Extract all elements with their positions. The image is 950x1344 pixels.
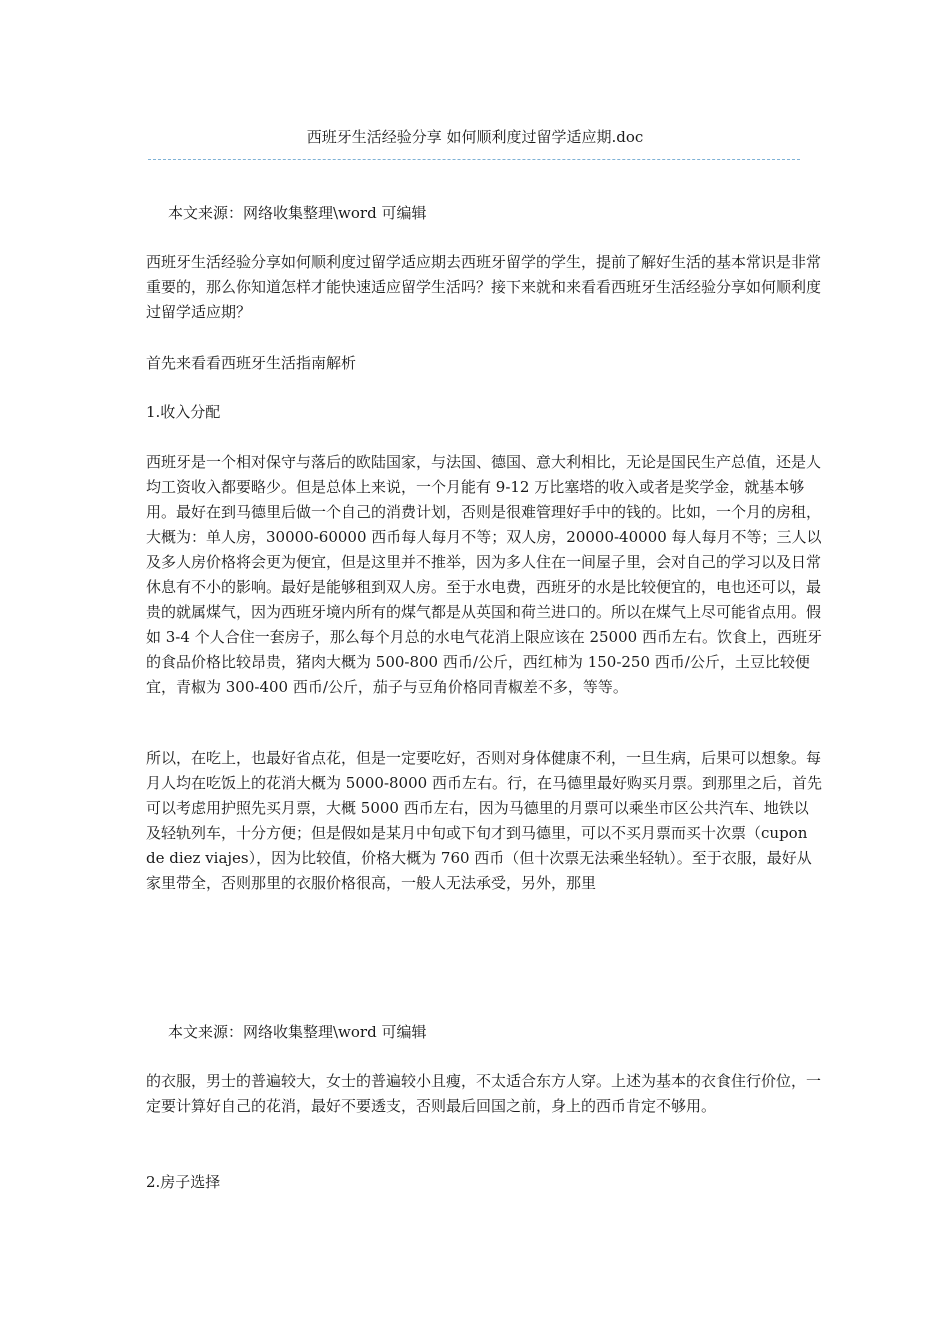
- intro-paragraph: [146, 250, 822, 325]
- clothes-paragraph: [146, 1069, 822, 1119]
- income-text: 西班牙是一个相对保守与落后的欧陆国家，与法国、德国、意大利相比，无论是国民生产总值，还是人均工资收入都要略少。但是总体上来说，一个月能有 9-12 万比塞塔的收入或者是奖学金，就基本够用。最好在到马德里后做一个自己的消费计划，否则是很难管理好手中的钱的。比如，一个月的房租，大概为：单人房，30000-60000 西币每人每月不等；双人房，20000-40000 每人每月不等；三人以及多人房价格将会更为便宜，但是这里并不推举，因为多人住在一间屋子里，会对自己的学习以及日常休息有不小的影响。最好是能够租到双人房。至于水电费，西班牙的水是比较便宜的，电也还可以，最贵的就属煤气，因为西班牙境内所有的煤气都是从英国和荷兰进口的。所以在煤气上尽可能省点用。假如 3-4 个人合住一套房子，那么每个月总的水电气花消上限应该在 25000 西币左右。饮食上，西班牙的食品价格比较昂贵，猪肉大概为 500-800 西币/公斤，西红柿为 150-250 西币/公斤，土豆比较便宜，青椒为 300-400 西币/公斤，茄子与豆角价格同青椒差不多，等等。: [146, 453, 822, 696]
- source-note-page-2: 本文来源：网络收集整理\word 可编辑: [168, 1023, 427, 1041]
- source-note: 本文来源：网络收集整理\word 可编辑: [168, 204, 427, 222]
- header-divider: [148, 159, 800, 160]
- income-paragraph: [146, 450, 822, 700]
- clothes-text: 的衣服，男士的普遍较大，女士的普遍较小且瘦，不太适合东方人穿。上述为基本的衣食住行价位，一定要计算好自己的花消，最好不要透支，否则最后回国之前，身上的西币肯定不够用。: [146, 1072, 822, 1115]
- document-title: 西班牙生活经验分享 如何顺利度过留学适应期.doc: [306, 128, 644, 146]
- section-heading-housing-text: 2.房子选择: [146, 1173, 221, 1191]
- intro-text: 西班牙生活经验分享如何顺利度过留学适应期去西班牙留学的学生，提前了解好生活的基本常识是非常重要的，那么你知道怎样才能快速适应留学生活吗？接下来就和来看看西班牙生活经验分享如何顺利度过留学适应期？: [146, 253, 822, 321]
- guide-heading: [146, 351, 822, 376]
- guide-heading-text: 首先来看看西班牙生活指南解析: [146, 354, 357, 372]
- section-heading-income: [146, 400, 822, 425]
- food-paragraph: [146, 746, 822, 896]
- section-heading-income-text: 1.收入分配: [146, 403, 221, 421]
- food-text: 所以，在吃上，也最好省点花，但是一定要吃好，否则对身体健康不利，一旦生病，后果可以想象。每月人均在吃饭上的花消大概为 5000-8000 西币左右。行，在马德里最好购买月票。到那里之后，首先可以考虑用护照先买月票，大概 5000 西币左右，因为马德里的月票可以乘坐市区公共汽车、地铁以及轻轨列车，十分方便；但是假如是某月中旬或下旬才到马德里，可以不买月票而买十次票（cupon de diez viajes），因为比较值，价格大概为 760 西币（但十次票无法乘坐轻轨）。至于衣服，最好从家里带全，否则那里的衣服价格很高，一般人无法承受，另外，那里: [146, 749, 822, 892]
- section-heading-housing: [146, 1170, 822, 1195]
